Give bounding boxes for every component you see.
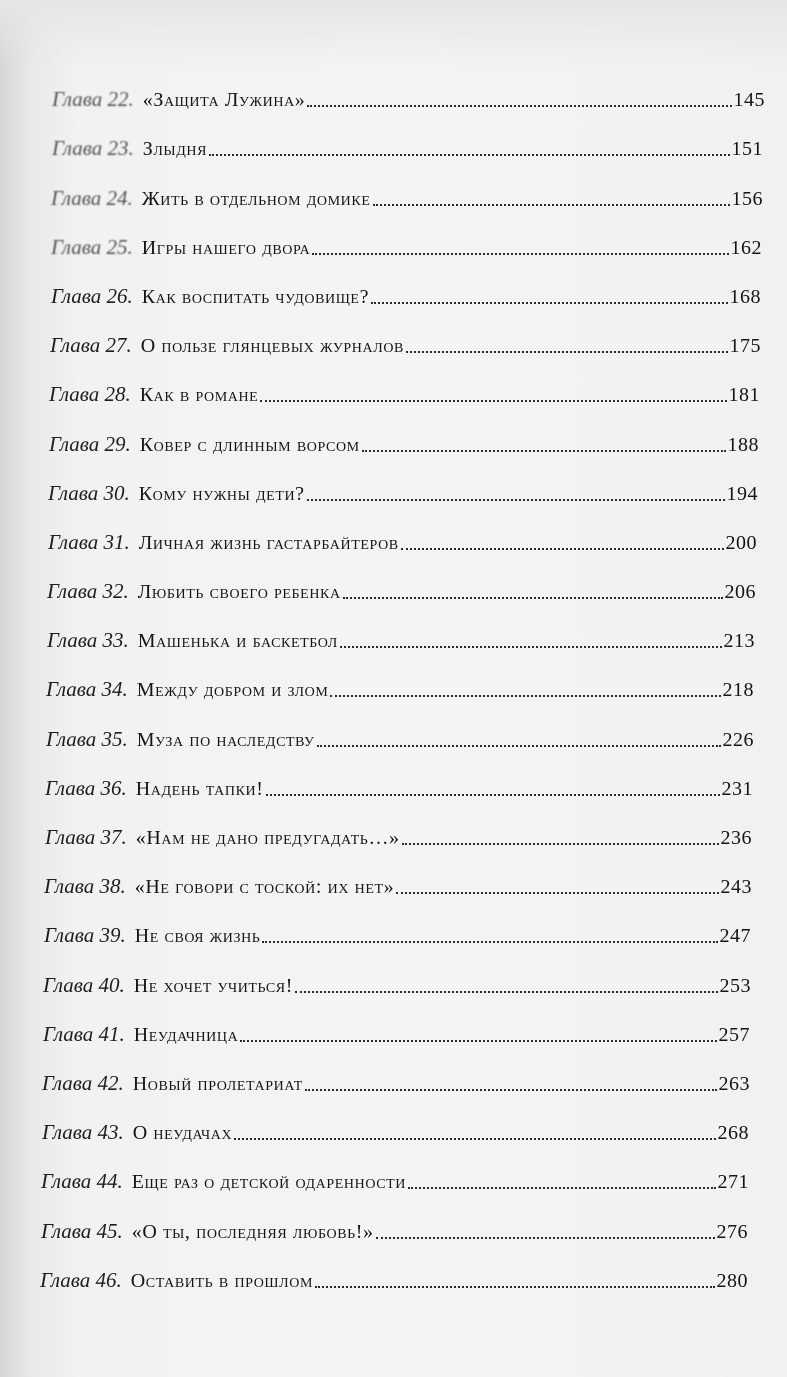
dot-leader [373, 204, 730, 206]
chapter-title: Как в романе [139, 384, 259, 407]
chapter-title: Неудачница [133, 1023, 239, 1046]
toc-entry [0, 1253, 787, 1302]
chapter-title: Оставить в прошлом [130, 1269, 313, 1292]
page-number: 271 [717, 1171, 749, 1194]
chapter-title: Злыдня [142, 138, 208, 161]
chapter-label: Глава 44. [41, 1169, 123, 1194]
toc-entry [0, 1056, 787, 1105]
toc-entry [0, 1203, 787, 1252]
toc-entry [0, 72, 787, 121]
chapter-label: Глава 34. [46, 677, 128, 702]
toc-entry [0, 613, 787, 662]
page-number: 194 [726, 482, 758, 505]
page-number: 145 [733, 89, 765, 112]
page-shadow [0, 0, 787, 70]
chapter-label: Глава 41. [43, 1021, 125, 1046]
dot-leader [315, 1286, 715, 1288]
toc-entry [0, 957, 787, 1006]
toc-entry [0, 711, 787, 760]
chapter-title: «О ты, последняя любовь!» [131, 1220, 374, 1243]
toc-entry [0, 1154, 787, 1203]
page-number: 188 [727, 433, 759, 456]
chapter-label: Глава 23. [52, 136, 134, 161]
page-number: 200 [725, 531, 757, 554]
dot-leader [305, 1089, 717, 1091]
chapter-label: Глава 38. [44, 874, 126, 899]
page-number: 247 [719, 925, 751, 948]
toc-entry [0, 269, 787, 318]
dot-leader [307, 105, 731, 107]
dot-leader [408, 1187, 715, 1189]
toc-entry [0, 318, 787, 367]
chapter-label: Глава 25. [51, 234, 133, 259]
chapter-label: Глава 37. [45, 825, 127, 849]
toc-entry [0, 1007, 787, 1056]
chapter-title: О неудачах [132, 1122, 233, 1145]
chapter-title: Не хочет учиться! [133, 974, 293, 997]
page-number: 181 [728, 384, 760, 407]
chapter-title: Еще раз о детской одаренности [131, 1171, 407, 1194]
page-number: 257 [718, 1023, 750, 1046]
dot-leader [307, 499, 725, 501]
chapter-label: Глава 40. [43, 972, 125, 997]
dot-leader [260, 400, 726, 402]
page-number: 162 [730, 236, 762, 259]
toc-entry [0, 416, 787, 465]
chapter-label: Глава 33. [47, 628, 129, 653]
chapter-label: Глава 30. [48, 480, 130, 505]
chapter-title: «Защита Лужина» [142, 89, 306, 112]
chapter-title: Кому нужны дети? [138, 482, 305, 505]
page-number: 151 [731, 138, 763, 161]
toc-entry [0, 1105, 787, 1154]
dot-leader [234, 1138, 715, 1140]
chapter-title: Любить своего ребенка [137, 581, 341, 604]
toc-entry [0, 170, 787, 219]
chapter-title: Жить в отдельном домике [141, 187, 371, 210]
dot-leader [362, 450, 726, 452]
dot-leader [406, 351, 728, 353]
toc-entry [0, 810, 787, 859]
page-number: 263 [718, 1072, 750, 1095]
page-number: 276 [716, 1220, 748, 1243]
chapter-label: Глава 27. [50, 333, 132, 358]
toc-entry [0, 466, 787, 515]
toc-entry [0, 662, 787, 711]
chapter-label: Глава 35. [46, 726, 128, 751]
chapter-label: Глава 32. [47, 579, 129, 604]
chapter-label: Глава 39. [44, 923, 126, 948]
toc-entry [0, 761, 787, 810]
page-number: 218 [722, 679, 754, 702]
chapter-title: Как воспитать чудовище? [141, 285, 370, 308]
chapter-title: «Нам не дано предугадать…» [135, 827, 400, 849]
dot-leader [262, 941, 717, 943]
toc-entry [0, 121, 787, 170]
dot-leader [343, 597, 723, 599]
dot-leader [266, 794, 720, 796]
chapter-title: Машенька и баскетбол [137, 630, 338, 653]
dot-leader [330, 695, 720, 697]
dot-leader [401, 548, 724, 550]
chapter-title: Игры нашего двора [141, 236, 311, 259]
chapter-title: Надень тапки! [135, 777, 264, 800]
page-number: 226 [722, 728, 754, 751]
chapter-label: Глава 26. [51, 283, 133, 308]
chapter-label: Глава 24. [51, 185, 133, 210]
chapter-label: Глава 28. [49, 382, 131, 407]
page-number: 243 [720, 876, 752, 899]
dot-leader [376, 1237, 715, 1239]
dot-leader [402, 843, 719, 845]
chapter-label: Глава 42. [42, 1070, 124, 1095]
chapter-label: Глава 45. [41, 1218, 123, 1243]
dot-leader [209, 154, 729, 156]
toc-entry [0, 515, 787, 564]
chapter-title: Новый пролетариат [132, 1072, 303, 1095]
page-number: 236 [720, 827, 752, 849]
dot-leader [340, 646, 722, 648]
toc-entry [0, 859, 787, 908]
chapter-title: Между добром и злом [136, 679, 329, 702]
toc-entry [0, 908, 787, 957]
chapter-title: Не своя жизнь [134, 925, 261, 948]
toc-entry [0, 367, 787, 416]
chapter-label: Глава 43. [42, 1120, 124, 1145]
dot-leader [396, 892, 718, 894]
page-number: 168 [729, 285, 761, 308]
dot-leader [295, 991, 718, 993]
page-number: 175 [729, 335, 761, 358]
chapter-title: Муза по наследству [136, 728, 315, 751]
table-of-contents [0, 72, 787, 1302]
chapter-label: Глава 22. [52, 87, 134, 112]
toc-entry [0, 564, 787, 613]
dot-leader [240, 1040, 716, 1042]
page-number: 156 [731, 187, 763, 210]
page-number: 268 [717, 1122, 749, 1145]
page-number: 206 [724, 581, 756, 604]
chapter-title: Ковер с длинным ворсом [139, 433, 360, 456]
dot-leader [312, 253, 728, 255]
chapter-title: «Не говори с тоской: их нет» [134, 876, 395, 899]
chapter-label: Глава 36. [45, 775, 127, 800]
chapter-label: Глава 29. [49, 431, 131, 456]
page-number: 253 [719, 974, 751, 997]
chapter-label: Глава 46. [40, 1267, 122, 1292]
page-number: 213 [723, 630, 755, 653]
page-number: 231 [721, 777, 753, 800]
dot-leader [371, 302, 727, 304]
chapter-title: О пользе глянцевых журналов [140, 335, 404, 358]
dot-leader [317, 745, 721, 747]
chapter-title: Личная жизнь гастарбайтеров [138, 531, 399, 554]
page-number: 280 [716, 1269, 748, 1292]
chapter-label: Глава 31. [48, 529, 130, 554]
toc-entry [0, 220, 787, 269]
